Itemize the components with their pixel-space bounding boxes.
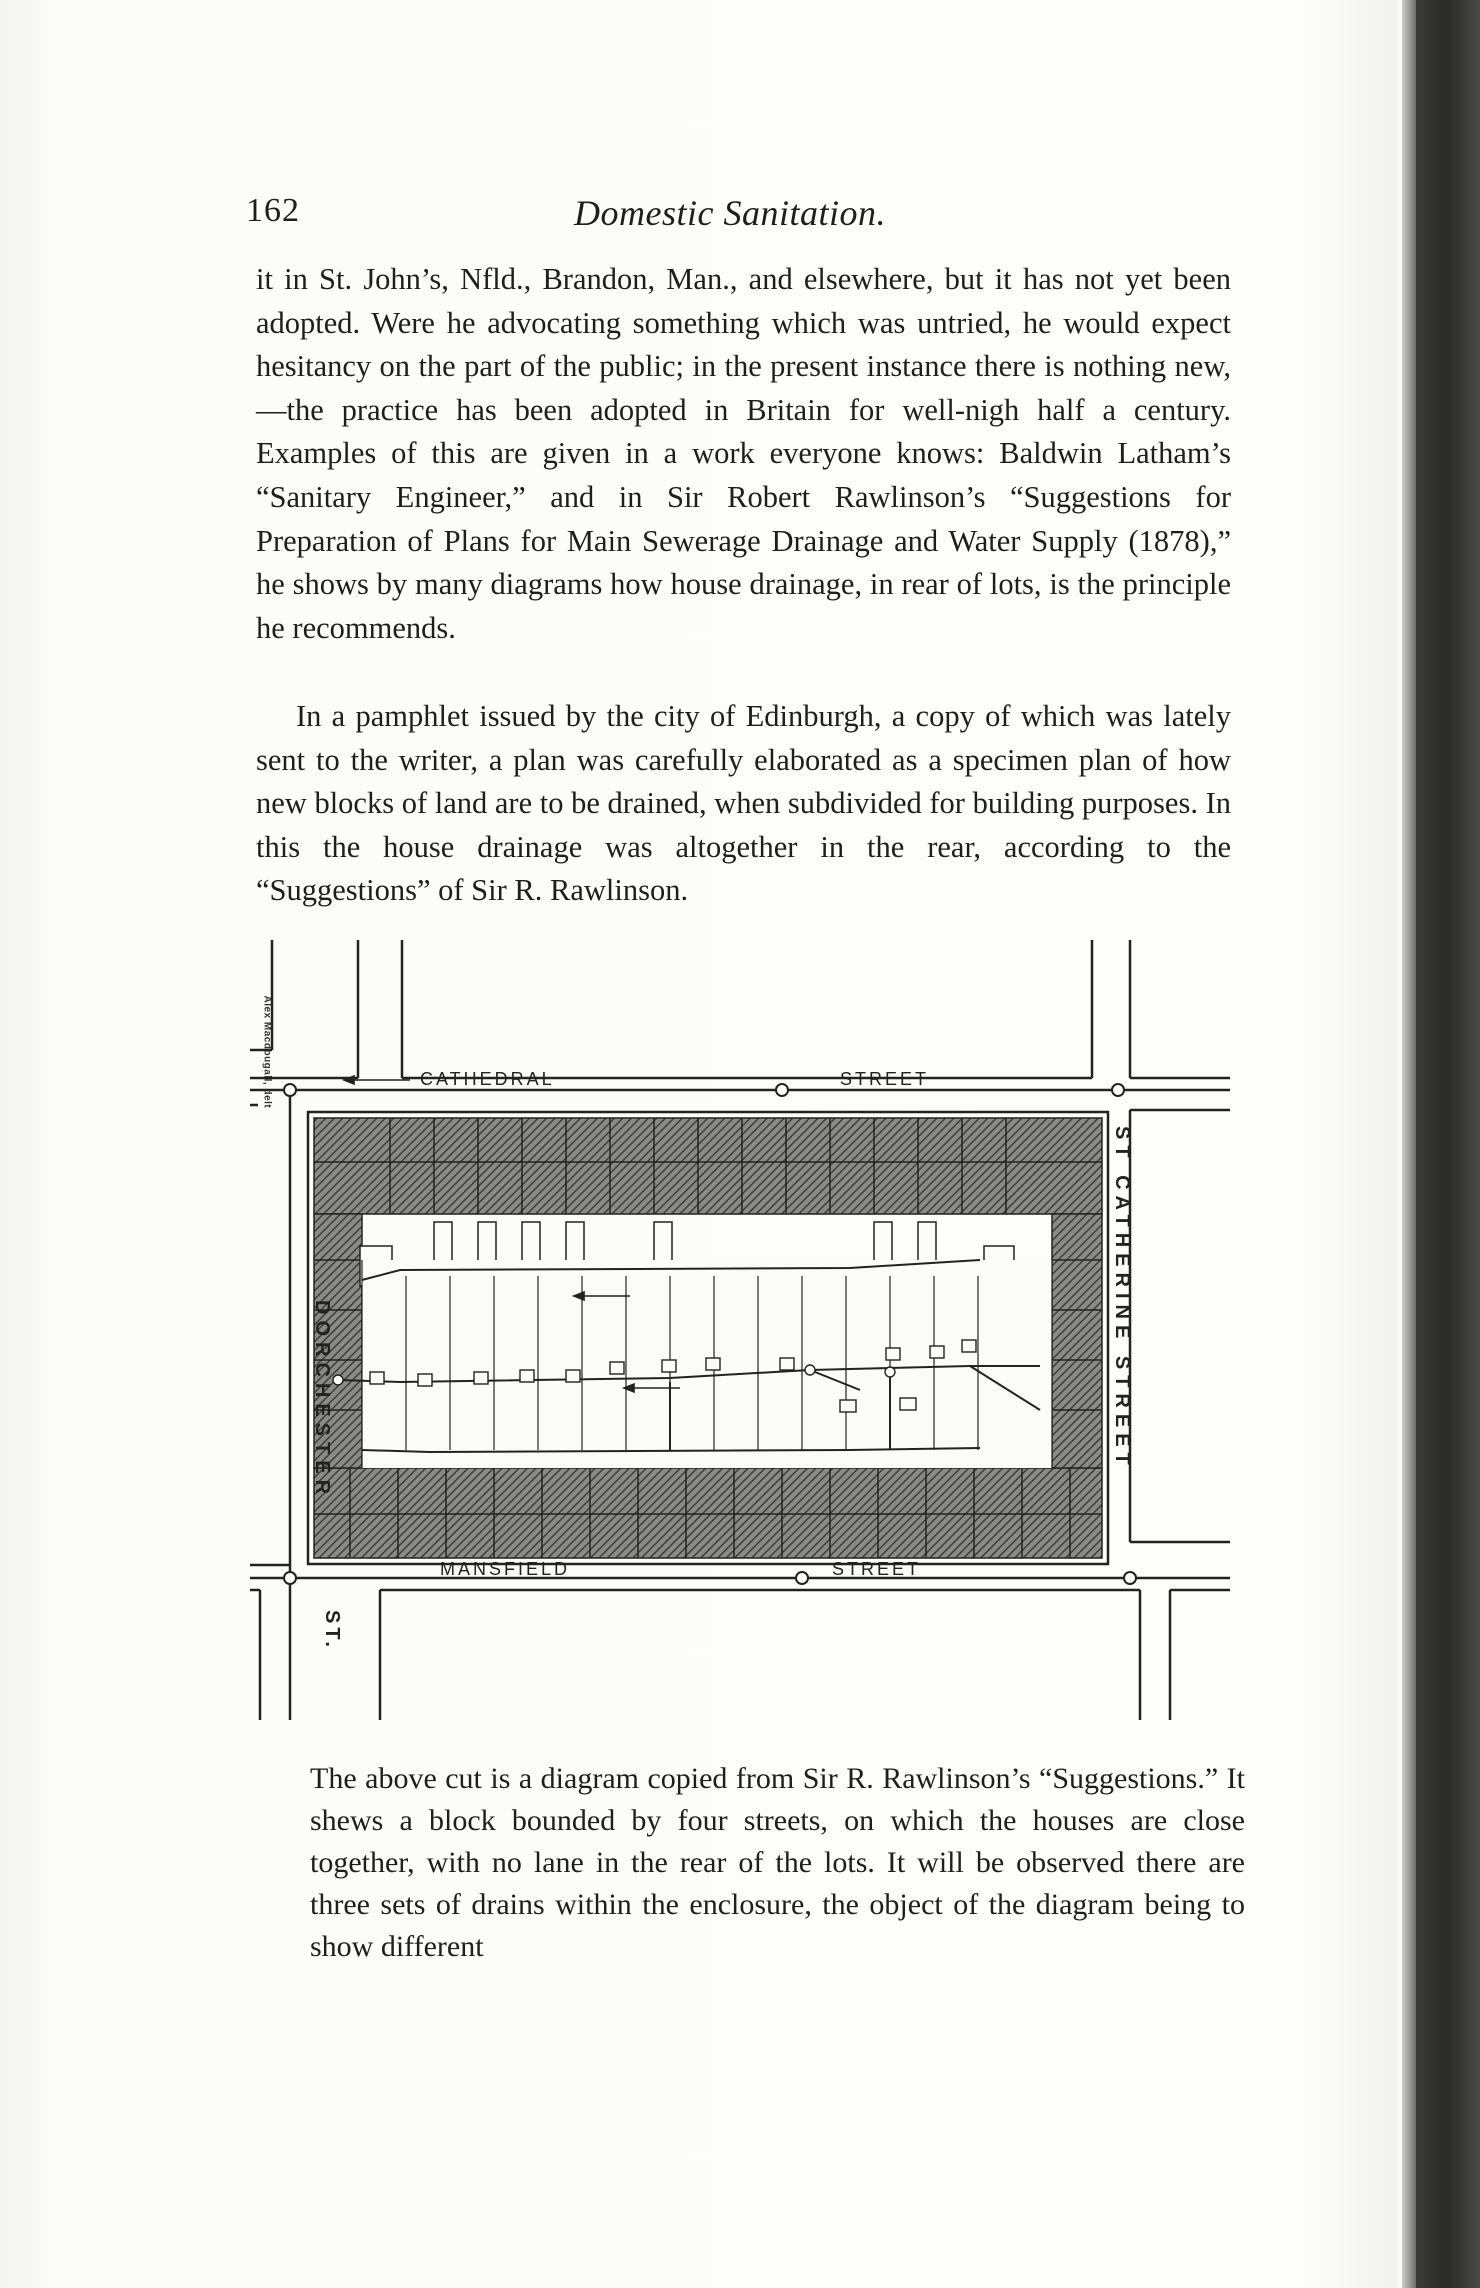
street-label-cathedral-street: STREET <box>840 1069 930 1089</box>
paragraph: The above cut is a diagram copied from Sir R. Rawlinson’s “Suggestions.” It shews a block bounded by four streets, on which the houses are close together, with no lane in the rear of the lots. It will be observed there are three sets of drains within the enclosure, the object of the diagram being to show different <box>310 1762 1245 1963</box>
drainage-plan-diagram <box>250 930 1240 1730</box>
street-label-st-catherine: ST CATHERINE STREET <box>1111 1126 1133 1471</box>
drainage-plan-figure <box>250 930 1240 1730</box>
running-title: Domestic Sanitation. <box>574 193 886 233</box>
book-spine-edge <box>1402 0 1416 2288</box>
paragraph: it in St. John’s, Nfld., Brandon, Man., and elsewhere, but it has not yet been adopted. Were he advocating something which was untried, he would expect hesitancy on the part of the public; in the present instance there is nothing new,—the practice has been adopted in Britain for well-nigh half a century. Examples of this are given in a work everyone knows: Baldwin Latham’s “Sanitary Engineer,” and in Sir Robert Rawlinson’s “Suggestions for Preparation of Plans for Main Sewerage Drainage and Water Supply (1878),” he shows by many diagrams how house drainage, in rear of lots, is the principle he recommends. <box>256 262 1231 645</box>
figure-credit-text: Alex Macdougall, delt <box>261 995 273 1109</box>
street-label-dorchester: DORCHESTER <box>311 1300 333 1501</box>
street-label-dorchester-st: ST. <box>321 1610 343 1651</box>
street-label-mansfield-street: STREET <box>832 1559 922 1579</box>
page-number: 162 <box>246 192 300 229</box>
street-label-mansfield: MANSFIELD <box>440 1559 571 1579</box>
street-label-cathedral: CATHEDRAL <box>420 1069 555 1089</box>
page-header <box>246 192 1246 242</box>
paragraph: In a pamphlet issued by the city of Edinburgh, a copy of which was lately sent to the writer, a plan was carefully elaborated as a specimen plan of how new blocks of land are to be drained, when subdivided for building purposes. In this the house drainage was altogether in the rear, according to the “Suggestions” of Sir R. Rawlinson. <box>256 699 1231 908</box>
book-spine-shadow <box>1416 0 1480 2288</box>
